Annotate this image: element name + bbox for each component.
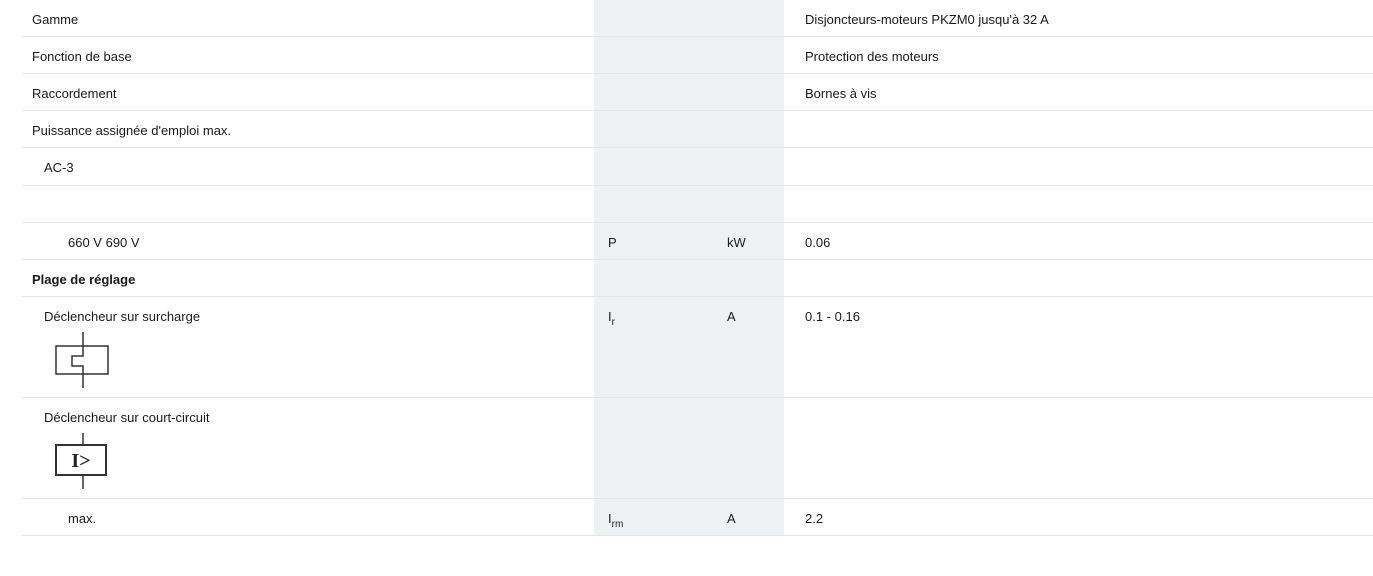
- row-label: Déclencheur sur court-circuit: [44, 410, 210, 425]
- row-value: Protection des moteurs: [784, 37, 1373, 74]
- row-symbol: [594, 111, 705, 148]
- table-row-fonction: [22, 37, 1373, 74]
- table-row-max: [22, 499, 1373, 536]
- row-symbol: [594, 74, 705, 111]
- row-symbol: [594, 398, 705, 499]
- row-unit: [705, 111, 784, 148]
- spec-table: [22, 0, 1373, 536]
- short-circuit-release-icon: [52, 433, 114, 489]
- row-value: Disjoncteurs-moteurs PKZM0 jusqu'à 32 A: [784, 0, 1373, 37]
- row-label: Puissance assignée d'emploi max.: [22, 111, 594, 148]
- row-symbol: [594, 297, 705, 398]
- row-unit: [705, 398, 784, 499]
- row-symbol: [594, 499, 705, 536]
- row-value: Bornes à vis: [784, 74, 1373, 111]
- table-row-empty: [22, 186, 1373, 223]
- row-unit: [705, 37, 784, 74]
- row-value: 2.2: [784, 499, 1373, 536]
- thermal-overload-icon: [52, 332, 114, 388]
- row-label: Raccordement: [22, 74, 594, 111]
- row-symbol: [594, 260, 705, 297]
- table-row-courtcircuit: [22, 398, 1373, 499]
- table-row-ac3: [22, 148, 1373, 186]
- row-value: 0.06: [784, 223, 1373, 260]
- row-value: [784, 148, 1373, 186]
- row-unit: A: [705, 499, 784, 536]
- symbol-subscript: rm: [611, 519, 624, 530]
- row-label: AC-3: [22, 148, 594, 186]
- table-row-plage: [22, 260, 1373, 297]
- table-row-tension: [22, 223, 1373, 260]
- row-label: max.: [22, 499, 594, 536]
- row-symbol: [594, 148, 705, 186]
- symbol-subscript: r: [611, 317, 615, 328]
- row-value: [784, 186, 1373, 223]
- row-unit: [705, 148, 784, 186]
- row-symbol: [594, 186, 705, 223]
- row-label: Fonction de base: [22, 37, 594, 74]
- row-value: [784, 398, 1373, 499]
- symbol-base: I: [608, 309, 612, 324]
- row-symbol: P: [594, 223, 705, 260]
- row-unit: kW: [705, 223, 784, 260]
- row-label: 660 V 690 V: [22, 223, 594, 260]
- row-symbol: [594, 0, 705, 37]
- table-row-puissance: [22, 111, 1373, 148]
- row-unit: [705, 260, 784, 297]
- row-value: 0.1 - 0.16: [784, 297, 1373, 398]
- symbol-base: I: [608, 511, 612, 526]
- short-circuit-symbol-text: I>: [71, 450, 91, 472]
- row-label: Gamme: [22, 0, 594, 37]
- row-unit: [705, 186, 784, 223]
- table-row-gamme: [22, 0, 1373, 37]
- row-unit: A: [705, 297, 784, 398]
- section-heading: Plage de réglage: [22, 260, 594, 297]
- row-label-cell: [22, 297, 594, 398]
- table-row-raccordement: [22, 74, 1373, 111]
- row-label: [22, 186, 594, 223]
- row-unit: [705, 74, 784, 111]
- row-unit: [705, 0, 784, 37]
- row-value: [784, 260, 1373, 297]
- row-symbol: [594, 37, 705, 74]
- row-label-cell: [22, 398, 594, 499]
- table-row-surcharge: [22, 297, 1373, 398]
- row-value: [784, 111, 1373, 148]
- row-label: Déclencheur sur surcharge: [44, 309, 201, 324]
